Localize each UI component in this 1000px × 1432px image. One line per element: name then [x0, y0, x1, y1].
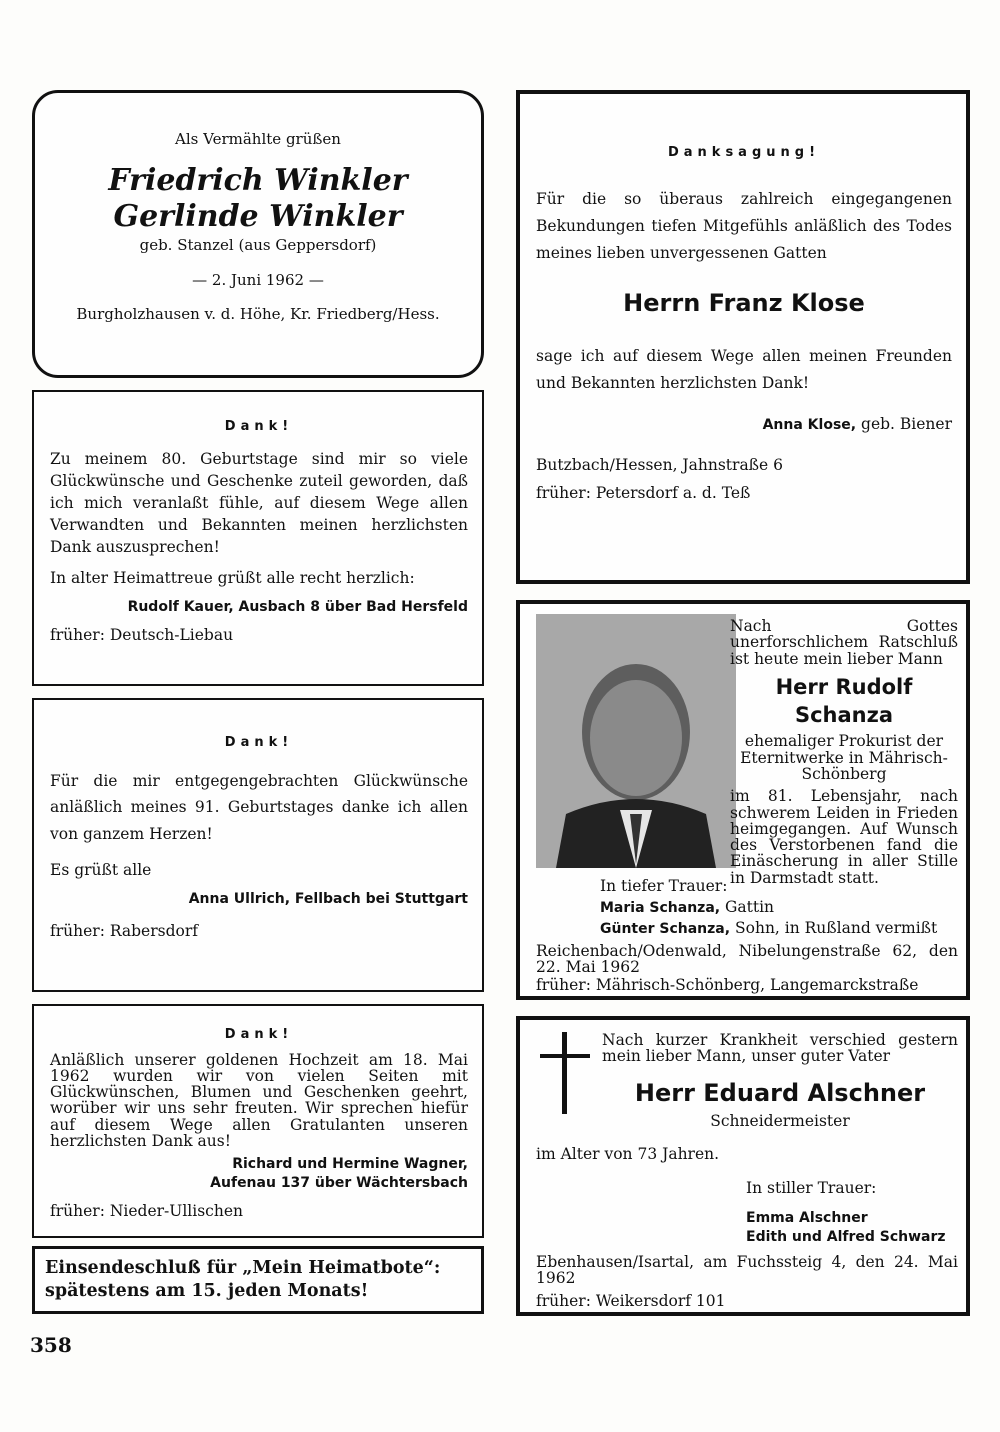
mourner-1 [536, 897, 958, 918]
signature-maiden: geb. Biener [856, 414, 952, 433]
wedding-date: — 2. Juni 1962 — [192, 270, 324, 289]
portrait-photo [536, 614, 736, 868]
wedding-announcement [32, 90, 484, 378]
mourner-2: Edith und Alfred Schwarz [746, 1228, 946, 1245]
deceased-age: im Alter von 73 Jahren. [536, 1145, 720, 1163]
obituary-intro: Nach kurzer Krankheit verschied gestern mein lieber Mann, unser guter Vater [602, 1031, 958, 1066]
thanks-signature: Anna Ullrich, Fellbach bei Stuttgart [188, 891, 468, 908]
thanks-notice-kauer [32, 390, 484, 686]
thanks-formerly: früher: Nieder-Ullischen [50, 1201, 243, 1220]
thanks-heading: Dank! [224, 1027, 294, 1042]
wedding-greeting: Als Vermählte grüßen [175, 130, 341, 148]
deceased-profession: Schneidermeister [710, 1111, 850, 1130]
page-number: 358 [30, 1333, 72, 1357]
mourner-2-name: Günter Schanza, [600, 920, 731, 937]
groom-name: Friedrich Winkler [108, 163, 408, 199]
obituary-side-text [730, 618, 958, 886]
obituary-address: Ebenhausen/Isartal, am Fuchssteig 4, den 24. Mai 1962 [536, 1253, 958, 1288]
bride-name: Gerlinde Winkler [113, 199, 403, 235]
thanks-signature: Rudolf Kauer, Ausbach 8 über Bad Hersfeld [127, 599, 468, 616]
thanks-notice-wagner [32, 1004, 484, 1238]
thanks-signature [536, 414, 952, 435]
thanks-body: sage ich auf diesem Wege allen meinen Freunden und Bekannten herzlichsten Dank! [536, 347, 952, 393]
obituary-formerly: früher: Weikersdorf 101 [536, 1291, 726, 1310]
mourners-block [746, 1178, 958, 1247]
thanks-notice-ullrich [32, 698, 484, 992]
thanks-address: Butzbach/Hessen, Jahnstraße 6 [536, 456, 783, 475]
bride-maiden-name: geb. Stanzel (aus Geppersdorf) [139, 236, 377, 255]
obituary-schanza [516, 600, 970, 1000]
thanks-heading: Danksagung! [667, 145, 821, 160]
thanks-greeting: In alter Heimattreue grüßt alle recht herzlich: [50, 568, 415, 587]
deadline-notice [32, 1246, 484, 1314]
mourning-label: In stiller Trauer: [746, 1179, 877, 1197]
thanks-notice-klose [516, 90, 970, 584]
thanks-body: Anläßlich unserer goldenen Hochzeit am 18. Mai 1962 wurden wir von vielen Seiten mit Glückwünschen, Blumen und Geschenken geehrt, worüber wir uns sehr freuten. Wir sprechen hiefür auf diesem Wege allen Gratulanten unseren herzlichsten Dank aus! [50, 1050, 468, 1150]
thanks-intro: Für die so überaus zahlreich eingegangenen Bekundungen tiefen Mitgefühls anläßlich des Todes meines lieben unvergessenen Gatten [536, 189, 952, 262]
obituary-body: im 81. Lebensjahr, nach schwerem Leiden in Frieden heimgegangen. Auf Wunsch des Verstorbenen fand die Einäscherung in aller Stille in Darmstadt statt. [730, 787, 958, 887]
mourner-1-relation: Gattin [720, 897, 775, 916]
obituary-footer [536, 1254, 958, 1311]
thanks-signature-line1: Richard und Hermine Wagner, [232, 1156, 468, 1173]
obituary-formerly: früher: Mährisch-Schönberg, Langemarckstraße [536, 976, 919, 995]
mourner-2-relation: Sohn, in Rußland vermißt [730, 918, 938, 937]
signature-name: Anna Klose, [762, 416, 857, 433]
thanks-formerly: früher: Petersdorf a. d. Teß [536, 483, 751, 502]
deceased-name: Herr Eduard Alschner [634, 1078, 926, 1107]
obituary-intro: Nach Gottes unerforschlichem Ratschluß ist heute mein lieber Mann [730, 617, 958, 668]
mourner-2 [536, 918, 958, 939]
mourner-1-name: Maria Schanza, [600, 899, 721, 916]
thanks-signature-line2: Aufenau 137 über Wächtersbach [210, 1175, 468, 1192]
deceased-name: Herr Rudolf Schanza [775, 674, 913, 728]
thanks-heading: Dank! [224, 735, 294, 750]
deceased-name: Herrn Franz Klose [623, 288, 865, 317]
thanks-heading: Dank! [224, 419, 294, 434]
deceased-title: ehemaliger Prokurist der Eternitwerke in Mährisch-Schönberg [740, 732, 948, 784]
deadline-line1: Einsendeschluß für „Mein Heimatbote“: [45, 1258, 441, 1278]
thanks-formerly: früher: Deutsch-Liebau [50, 626, 234, 645]
thanks-formerly: früher: Rabersdorf [50, 922, 198, 941]
obituary-top-text [602, 1032, 958, 1132]
mourner-1: Emma Alschner [746, 1209, 868, 1226]
wedding-place: Burgholzhausen v. d. Höhe, Kr. Friedberg/Hess. [76, 304, 440, 323]
cross-icon [540, 1032, 590, 1118]
deadline-line2: spätestens am 15. jeden Monats! [45, 1280, 369, 1301]
obituary-alschner [516, 1016, 970, 1316]
obituary-address: Reichenbach/Odenwald, Nibelungenstraße 62, den 22. Mai 1962 [536, 941, 958, 977]
thanks-body: Für die mir entgegengebrachten Glückwünsche anläßlich meines 91. Geburtstages danke ich allen von ganzem Herzen! [50, 771, 468, 843]
portrait-illustration [536, 614, 736, 868]
thanks-body: Zu meinem 80. Geburtstage sind mir so viele Glückwünsche und Geschenke zuteil geworden, daß ich mich veranlaßt fühle, auf diesem Wege allen Verwandten und Bekannten meinen herzlichsten Dank auszusprechen! [50, 449, 468, 556]
mourning-label: In tiefer Trauer: [600, 877, 728, 895]
obituary-bottom-text [536, 876, 958, 996]
thanks-greeting: Es grüßt alle [50, 860, 152, 879]
